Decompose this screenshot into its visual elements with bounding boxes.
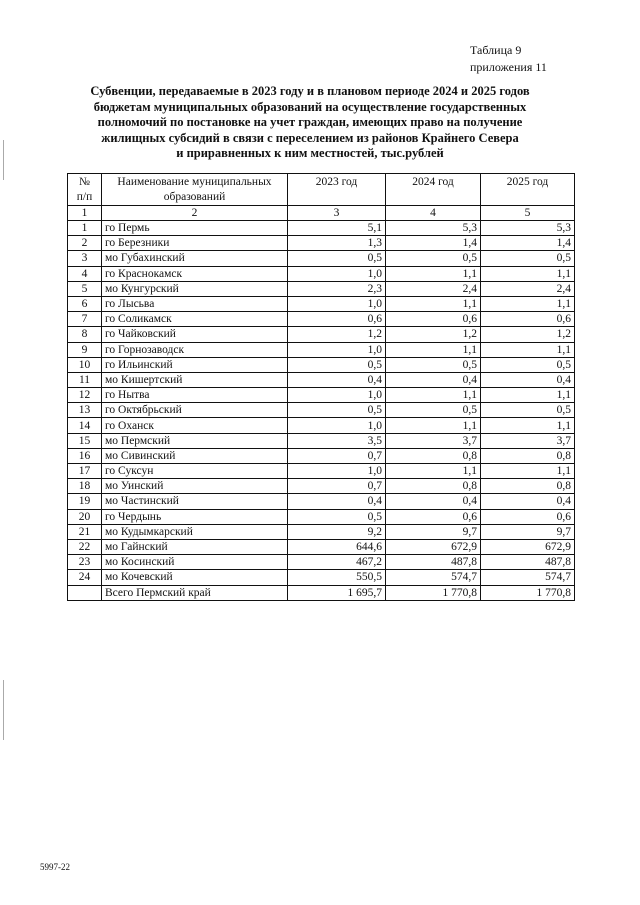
value-2024: 1,1	[386, 388, 481, 403]
table-row	[68, 327, 575, 342]
value-2025: 0,6	[481, 509, 575, 524]
row-number: 7	[68, 312, 102, 327]
row-number: 10	[68, 357, 102, 372]
subventions-table	[67, 173, 575, 601]
row-number: 15	[68, 433, 102, 448]
value-2025: 574,7	[481, 570, 575, 585]
row-number: 24	[68, 570, 102, 585]
value-2024: 9,7	[386, 524, 481, 539]
municipality-name: го Пермь	[102, 221, 288, 236]
title-line: полномочий по постановке на учет граждан, имеющих право на получение	[97, 115, 523, 129]
municipality-name: мо Пермский	[102, 433, 288, 448]
row-number: 14	[68, 418, 102, 433]
value-2024: 3,7	[386, 433, 481, 448]
value-2024: 0,6	[386, 312, 481, 327]
scan-margin-mark	[3, 680, 4, 740]
document-code: 5997-22	[40, 862, 70, 872]
table-row	[68, 221, 575, 236]
value-2025: 1,1	[481, 342, 575, 357]
municipality-name: го Горнозаводск	[102, 342, 288, 357]
row-number: 3	[68, 251, 102, 266]
value-2023: 1,0	[288, 464, 386, 479]
column-numbers-row	[68, 206, 575, 221]
municipality-name: мо Сивинский	[102, 448, 288, 463]
row-number: 17	[68, 464, 102, 479]
value-2023: 0,5	[288, 509, 386, 524]
table-row	[68, 570, 575, 585]
value-2023: 1,0	[288, 418, 386, 433]
column-number: 1	[68, 206, 102, 221]
value-2025: 3,7	[481, 433, 575, 448]
value-2025: 9,7	[481, 524, 575, 539]
municipality-name: го Березники	[102, 236, 288, 251]
municipality-name: го Краснокамск	[102, 266, 288, 281]
table-row	[68, 372, 575, 387]
value-2025: 1 770,8	[481, 585, 575, 600]
header-num: № п/п	[68, 174, 102, 206]
table-row	[68, 509, 575, 524]
value-2025: 0,6	[481, 312, 575, 327]
column-number: 3	[288, 206, 386, 221]
value-2025: 5,3	[481, 221, 575, 236]
table-row	[68, 524, 575, 539]
title-line: бюджетам муниципальных образований на осуществление государственных	[93, 99, 527, 114]
row-number: 5	[68, 281, 102, 296]
municipality-name: мо Губахинский	[102, 251, 288, 266]
value-2023: 644,6	[288, 539, 386, 554]
value-2023: 0,5	[288, 357, 386, 372]
table-row	[68, 418, 575, 433]
value-2025: 1,1	[481, 418, 575, 433]
row-number: 21	[68, 524, 102, 539]
table-row	[68, 357, 575, 372]
value-2023: 0,7	[288, 479, 386, 494]
value-2025: 1,1	[481, 296, 575, 311]
value-2024: 574,7	[386, 570, 481, 585]
row-number: 11	[68, 372, 102, 387]
table-row	[68, 433, 575, 448]
value-2023: 9,2	[288, 524, 386, 539]
municipality-name: Всего Пермский край	[102, 585, 288, 600]
title-line: и приравненных к ним местностей, тыс.рублей	[176, 146, 444, 160]
value-2024: 5,3	[386, 221, 481, 236]
value-2024: 672,9	[386, 539, 481, 554]
value-2024: 0,4	[386, 494, 481, 509]
value-2023: 1,0	[288, 388, 386, 403]
table-reference	[470, 42, 570, 76]
table-row	[68, 555, 575, 570]
table-row	[68, 236, 575, 251]
title-line: Субвенции, передаваемые в 2023 году и в плановом периоде 2024 и 2025 годов	[90, 84, 530, 98]
value-2025: 2,4	[481, 281, 575, 296]
value-2025: 1,1	[481, 266, 575, 281]
value-2024: 2,4	[386, 281, 481, 296]
value-2024: 1,1	[386, 342, 481, 357]
value-2024: 1 770,8	[386, 585, 481, 600]
value-2023: 0,5	[288, 251, 386, 266]
row-number: 22	[68, 539, 102, 554]
table-row	[68, 479, 575, 494]
municipality-name: мо Косинский	[102, 555, 288, 570]
row-number: 8	[68, 327, 102, 342]
value-2023: 0,6	[288, 312, 386, 327]
value-2023: 0,4	[288, 372, 386, 387]
value-2025: 0,4	[481, 494, 575, 509]
value-2023: 467,2	[288, 555, 386, 570]
municipality-name: мо Частинский	[102, 494, 288, 509]
value-2023: 1,0	[288, 266, 386, 281]
row-number: 16	[68, 448, 102, 463]
value-2023: 5,1	[288, 221, 386, 236]
row-number: 12	[68, 388, 102, 403]
table-row	[68, 403, 575, 418]
value-2023: 1 695,7	[288, 585, 386, 600]
municipality-name: мо Уинский	[102, 479, 288, 494]
reference-line: Таблица 9	[470, 43, 522, 57]
value-2024: 1,2	[386, 327, 481, 342]
municipality-name: мо Кунгурский	[102, 281, 288, 296]
municipality-name: го Оханск	[102, 418, 288, 433]
row-number: 19	[68, 494, 102, 509]
value-2024: 1,4	[386, 236, 481, 251]
table-row	[68, 266, 575, 281]
value-2025: 0,4	[481, 372, 575, 387]
value-2024: 487,8	[386, 555, 481, 570]
table-row	[68, 342, 575, 357]
value-2025: 672,9	[481, 539, 575, 554]
value-2023: 2,3	[288, 281, 386, 296]
value-2023: 550,5	[288, 570, 386, 585]
header-name: Наименование муниципальных образований	[102, 174, 288, 206]
municipality-name: го Чердынь	[102, 509, 288, 524]
municipality-name: мо Кочевский	[102, 570, 288, 585]
value-2024: 0,8	[386, 479, 481, 494]
value-2024: 1,1	[386, 296, 481, 311]
table-row	[68, 464, 575, 479]
value-2025: 1,4	[481, 236, 575, 251]
value-2023: 1,0	[288, 296, 386, 311]
row-number: 4	[68, 266, 102, 281]
municipality-name: го Нытва	[102, 388, 288, 403]
table-row	[68, 388, 575, 403]
reference-line: приложения 11	[470, 60, 547, 74]
value-2023: 0,7	[288, 448, 386, 463]
header-2024: 2024 год	[386, 174, 481, 206]
value-2024: 0,4	[386, 372, 481, 387]
municipality-name: мо Гайнский	[102, 539, 288, 554]
row-number	[68, 585, 102, 600]
row-number: 18	[68, 479, 102, 494]
row-number: 13	[68, 403, 102, 418]
value-2025: 487,8	[481, 555, 575, 570]
value-2025: 1,1	[481, 464, 575, 479]
value-2023: 3,5	[288, 433, 386, 448]
row-number: 6	[68, 296, 102, 311]
value-2023: 1,2	[288, 327, 386, 342]
title-line: жилищных субсидий в связи с переселением из районов Крайнего Севера	[101, 130, 519, 145]
value-2025: 0,5	[481, 403, 575, 418]
table-row	[68, 312, 575, 327]
table-row	[68, 539, 575, 554]
value-2023: 0,5	[288, 403, 386, 418]
scan-margin-mark	[3, 140, 4, 180]
value-2025: 1,1	[481, 388, 575, 403]
value-2025: 0,5	[481, 251, 575, 266]
row-number: 23	[68, 555, 102, 570]
value-2025: 0,8	[481, 479, 575, 494]
value-2024: 0,5	[386, 357, 481, 372]
municipality-name: го Октябрьский	[102, 403, 288, 418]
value-2024: 0,6	[386, 509, 481, 524]
row-number: 2	[68, 236, 102, 251]
value-2025: 1,2	[481, 327, 575, 342]
value-2023: 0,4	[288, 494, 386, 509]
header-2025: 2025 год	[481, 174, 575, 206]
document-title	[70, 84, 550, 162]
row-number: 9	[68, 342, 102, 357]
value-2025: 0,5	[481, 357, 575, 372]
value-2024: 0,5	[386, 251, 481, 266]
row-number: 20	[68, 509, 102, 524]
table-header-row	[68, 174, 575, 206]
column-number: 2	[102, 206, 288, 221]
header-2023: 2023 год	[288, 174, 386, 206]
table-row	[68, 281, 575, 296]
table-row	[68, 251, 575, 266]
value-2025: 0,8	[481, 448, 575, 463]
value-2024: 0,8	[386, 448, 481, 463]
municipality-name: го Чайковский	[102, 327, 288, 342]
row-number: 1	[68, 221, 102, 236]
municipality-name: мо Кишертский	[102, 372, 288, 387]
column-number: 4	[386, 206, 481, 221]
table-row	[68, 448, 575, 463]
value-2023: 1,3	[288, 236, 386, 251]
value-2024: 1,1	[386, 266, 481, 281]
municipality-name: го Соликамск	[102, 312, 288, 327]
value-2023: 1,0	[288, 342, 386, 357]
value-2024: 1,1	[386, 464, 481, 479]
table-total-row	[68, 585, 575, 600]
municipality-name: го Суксун	[102, 464, 288, 479]
municipality-name: мо Кудымкарский	[102, 524, 288, 539]
column-number: 5	[481, 206, 575, 221]
value-2024: 0,5	[386, 403, 481, 418]
municipality-name: го Ильинский	[102, 357, 288, 372]
table-body	[68, 221, 575, 601]
table-row	[68, 296, 575, 311]
value-2024: 1,1	[386, 418, 481, 433]
table-row	[68, 494, 575, 509]
municipality-name: го Лысьва	[102, 296, 288, 311]
